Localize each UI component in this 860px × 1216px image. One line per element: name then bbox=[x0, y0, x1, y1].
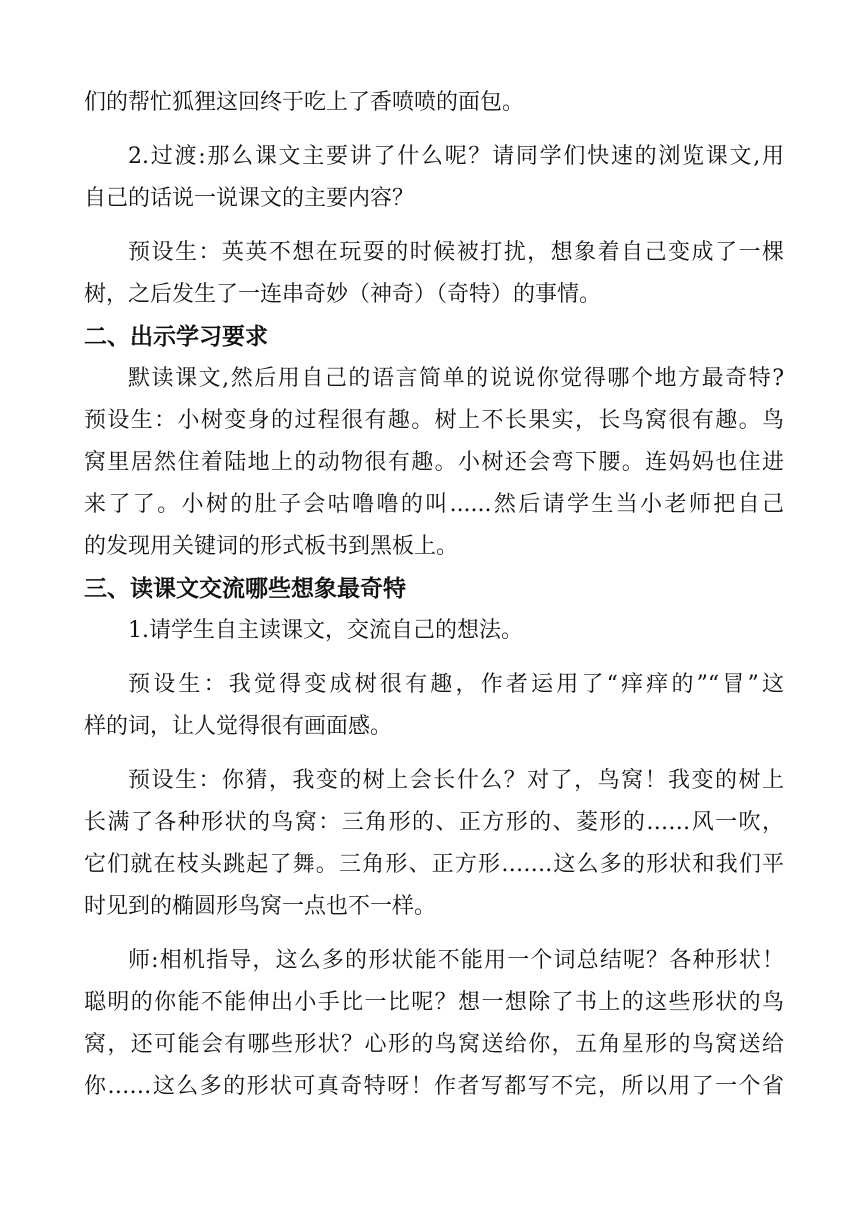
paragraph-line: 2.过渡:那么课文主要讲了什么呢？请同学们快速的浏览课文,用 bbox=[128, 144, 784, 169]
paragraph-line: 样的词，让人觉得很有画面感。 bbox=[84, 714, 393, 739]
paragraph-line: 树，之后发生了一连串奇妙（神奇）（奇特）的事情。 bbox=[84, 282, 602, 307]
paragraph-line: 1.请学生自主读课文，交流自己的想法。 bbox=[128, 618, 523, 643]
paragraph-line: 预设生：英英不想在玩耍的时候被打扰，想象着自己变成了一棵 bbox=[128, 240, 784, 265]
paragraph-line: 聪明的你能不能伸出小手比一比呢？想一想除了书上的这些形状的鸟 bbox=[84, 990, 784, 1015]
paragraph-line: 你……这么多的形状可真奇特呀！作者写都写不完，所以用了一个省 bbox=[84, 1074, 784, 1099]
paragraph-line: 师:相机指导，这么多的形状能不能用一个词总结呢？各种形状！ bbox=[128, 948, 784, 973]
paragraph-line: 预设生：我觉得变成树很有趣，作者运用了“痒痒的”“冒”这 bbox=[128, 672, 784, 697]
paragraph-line: 默读课文,然后用自己的语言简单的说说你觉得哪个地方最奇特? bbox=[128, 366, 784, 391]
document-page bbox=[84, 82, 784, 1108]
paragraph-line: 它们就在枝头跳起了舞。三角形、正方形…….这么多的形状和我们平 bbox=[84, 852, 784, 877]
paragraph-line: 窝里居然住着陆地上的动物很有趣。小树还会弯下腰。连妈妈也住进 bbox=[84, 450, 784, 475]
section-heading: 二、出示学习要求 bbox=[84, 324, 268, 350]
paragraph-line: 窝，还可能会有哪些形状？心形的鸟窝送给你，五角星形的鸟窝送给 bbox=[84, 1032, 784, 1057]
paragraph-line: 预设生：你猜，我变的树上会长什么？对了，鸟窝！我变的树上 bbox=[128, 768, 784, 793]
paragraph-line: 自己的话说一说课文的主要内容？ bbox=[84, 186, 415, 211]
paragraph-line: 的发现用关键词的形式板书到黑板上。 bbox=[84, 534, 459, 559]
section-heading: 三、读课文交流哪些想象最奇特 bbox=[84, 576, 406, 602]
paragraph-line: 长满了各种形状的鸟窝：三角形的、正方形的、菱形的……风一吹， bbox=[84, 810, 784, 835]
paragraph-line: 预设生：小树变身的过程很有趣。树上不长果实，长鸟窝很有趣。鸟 bbox=[84, 408, 784, 433]
paragraph-line: 来了了。小树的肚子会咕噜噜的叫......然后请学生当小老师把自己 bbox=[84, 492, 784, 517]
paragraph-line: 时见到的椭圆形鸟窝一点也不一样。 bbox=[84, 894, 437, 919]
paragraph-line: 们的帮忙狐狸这回终于吃上了香喷喷的面包。 bbox=[84, 90, 525, 115]
